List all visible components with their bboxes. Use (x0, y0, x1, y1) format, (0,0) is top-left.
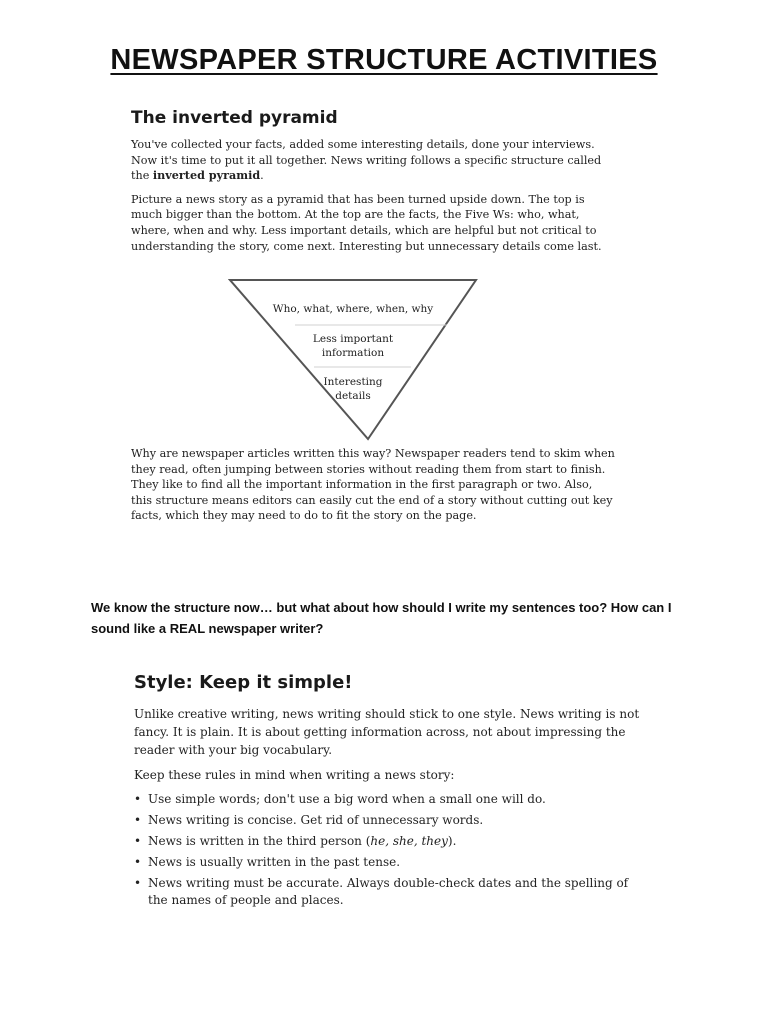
list-item: • News is written in the third person (he, she, they). (134, 834, 457, 848)
bullet-icon: • (134, 834, 142, 848)
list-item: • News writing must be accurate. Always double-check dates and the spelling of the names of people and places. (134, 876, 629, 907)
page-title: NEWSPAPER STRUCTURE ACTIVITIES (110, 44, 658, 76)
bullet-icon: • (134, 855, 142, 869)
writing-prompt: We know the structure now… but what about how should I write my sentences too? How can I sound like a REAL newspaper writer? (91, 600, 672, 636)
pyramid-tier-2-line-1: Less important (312, 333, 394, 345)
pronouns-italic: he, she, they (370, 834, 448, 848)
pyramid-tier-2-line-2: information (321, 347, 385, 359)
list-item: • Use simple words; don't use a big word when a small one will do. (134, 792, 546, 806)
inverted-pyramid-diagram (228, 278, 478, 443)
rules-intro: Keep these rules in mind when writing a news story: (134, 768, 455, 782)
pyramid-tier-1: Who, what, where, when, why (272, 303, 434, 315)
why-paragraph-block (131, 446, 616, 532)
inverted-pyramid-section (131, 108, 616, 262)
pyramid-tier-3-line-2: details (335, 390, 371, 402)
why-paragraph: Why are newspaper articles written this way? Newspaper readers tend to skim when they read, often jumping between stories without reading them from start to finish. They like to find all the important information in the first paragraph or two. Also, this structure means editors can easily cut the end of a story without cutting out key facts, which they may need to do to fit the story on the page. (131, 447, 615, 523)
inverted-pyramid-term: inverted pyramid (152, 168, 261, 183)
list-item: • News is usually written in the past tense. (134, 855, 401, 869)
section-heading: Style: Keep it simple! (134, 672, 353, 693)
bullet-icon: • (134, 813, 142, 827)
section-heading: The inverted pyramid (131, 108, 338, 128)
style-section (134, 672, 644, 913)
pyramid-tier-3-line-1: Interesting (323, 376, 383, 388)
intro-paragraph: You've collected your facts, added some interesting details, done your interviews. Now it's time to put it all together. News writing follows a specific structure called the inverted pyramid. (131, 138, 602, 183)
style-paragraph: Unlike creative writing, news writing should stick to one style. News writing is not fancy. It is plain. It is about getting information across, not about impressing the reader with your big vocabulary. (134, 707, 640, 757)
pyramid-description-paragraph: Picture a news story as a pyramid that has been turned upside down. The top is much bigger than the bottom. At the top are the facts, the Five Ws: who, what, where, when and why. Less important details, which are helpful but not critical to understanding the story, come next. Interesting but unnecessary details come last. (131, 192, 602, 253)
list-item: • News writing is concise. Get rid of unnecessary words. (134, 813, 484, 827)
style-rules-list (134, 791, 644, 909)
bullet-icon: • (134, 792, 142, 806)
bullet-icon: • (134, 876, 142, 890)
